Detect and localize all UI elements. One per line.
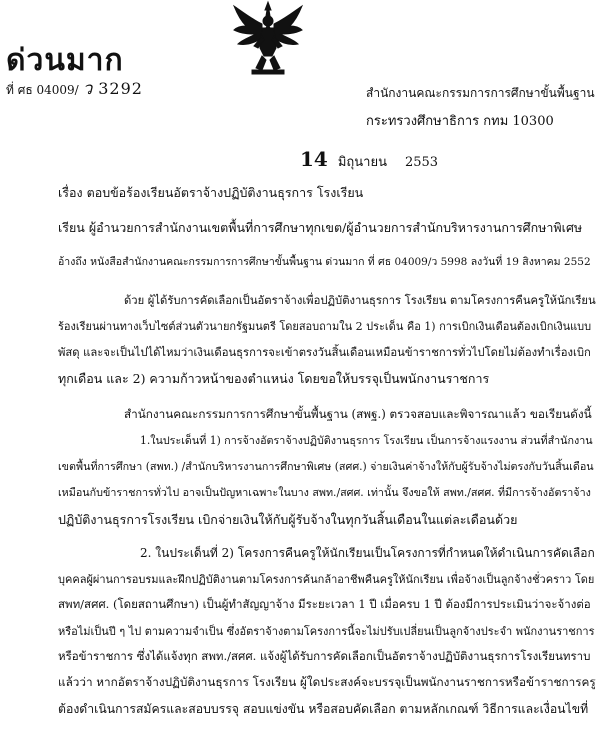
- date-month: มิถุนายน: [337, 155, 387, 170]
- issuing-office-address: กระทรวงศึกษาธิการ กทม 10300: [366, 114, 554, 129]
- document-number: [6, 75, 143, 102]
- body-line: ด้วย ผู้ได้รับการคัดเลือกเป็นอัตราจ้างเพื่อปฏิบัติงานธุรการ โรงเรียน ตามโครงการคืนครูให้นักเรียน: [124, 294, 596, 307]
- body-line: หรือไม่เป็นปี ๆ ไป ตามความจำเป็น ซึ่งอัตราจ้างตามโครงการนี้จะไม่ปรับเปลี่ยนเป็นลูกจ้างประจำ พนักงานราชการ: [58, 625, 595, 638]
- document-date: [300, 147, 438, 172]
- body-line: ปฏิบัติงานธุรการโรงเรียน เบิกจ่ายเงินให้กับผู้รับจ้างในทุกวันสิ้นเดือนในแต่ละเดือนด้วย: [58, 512, 518, 527]
- reference-line: อ้างถึง หนังสือสำนักงานคณะกรรมการการศึกษาขั้นพื้นฐาน ด่วนมาก ที่ ศธ 04009/ว 5998 ลงวันที่ 19 สิงหาคม 2552: [58, 256, 591, 268]
- body-line: สำนักงานคณะกรรมการการศึกษาขั้นพื้นฐาน (สพฐ.) ตรวจสอบและพิจารณาแล้ว ขอเรียนดังนี้: [124, 407, 592, 421]
- body-line: แล้วว่า หากอัตราจ้างปฏิบัติงานธุรการ โรงเรียน ผู้ใดประสงค์จะบรรจุเป็นพนักงานราชการหรือข้าราชการครู: [58, 675, 596, 689]
- body-line: บุคคลผู้ผ่านการอบรมและฝึกปฏิบัติงานตามโครงการค้นกล้าอาชีพคืนครูให้นักเรียน เพื่อจ้างเป็นลูกจ้างชั่วคราว โดย: [58, 573, 595, 586]
- body-line: หรือข้าราชการ ซึ่งได้แจ้งทุก สพท./สศศ. แจ้งผู้ได้รับการคัดเลือกเป็นอัตราจ้างปฏิบัติงานธุรการโรงเรียนทราบ: [58, 649, 591, 663]
- urgency-stamp: ด่วนมาก: [6, 43, 124, 78]
- body-line: สพท/สศศ. (โดยสถานศึกษา) เป็นผู้ทำสัญญาจ้าง มีระยะเวลา 1 ปี เมื่อครบ 1 ปี ต้องมีการประเมินว่าจะจ้างต่อ: [58, 597, 591, 611]
- date-day: 14: [300, 147, 328, 171]
- date-year: 2553: [404, 155, 439, 170]
- body-line: ทุกเดือน และ 2) ความก้าวหน้าของตำแหน่ง โดยขอให้บรรจุเป็นพนักงานราชการ: [58, 371, 490, 386]
- issuing-office: สำนักงานคณะกรรมการการศึกษาขั้นพื้นฐาน: [366, 86, 595, 100]
- body-line: เขตพื้นที่การศึกษา (สพท.) /สำนักบริหารงานการศึกษาพิเศษ (สศศ.) จ่ายเงินค่าจ้างให้กับผู้รับจ้างไม่ตรงกับวันสิ้นเดือน: [58, 460, 594, 473]
- body-line: เหมือนกับข้าราชการทั่วไป อาจเป็นปัญหาเฉพาะในบาง สพท./สศศ. เท่านั้น จึงขอให้ สพท./สศศ. ที่มีการจ้างอัตราจ้าง: [58, 486, 591, 499]
- body-line: ต้องดำเนินการสมัครและสอบบรรจุ สอบแข่งขัน หรือสอบคัดเลือก ตามหลักเกณฑ์ วิธีการและเงื่อนไขที่: [58, 702, 589, 716]
- document-number-prefix: ที่ ศธ 04009/: [6, 83, 79, 97]
- body-line: พัสดุ และจะเป็นไปได้ไหมว่าเงินเดือนธุรการจะเข้าตรงวันสิ้นเดือนเหมือนข้าราชการทั่วไปโดยไม่ต้องทำเรื่องเบิก: [58, 346, 591, 359]
- document-number-value: 3292: [98, 79, 143, 98]
- body-line: 1.ในประเด็นที่ 1) การจ้างอัตราจ้างปฏิบัติงานธุรการ โรงเรียน เป็นการจ้างแรงงาน ส่วนที่สำนักงาน: [140, 434, 593, 447]
- body-line: 2. ในประเด็นที่ 2) โครงการคืนครูให้นักเรียนเป็นโครงการที่กำหนดให้ดำเนินการคัดเลือก: [140, 546, 595, 560]
- garuda-emblem-icon: [232, 0, 304, 76]
- subject-line: เรื่อง ตอบข้อร้องเรียนอัตราจ้างปฏิบัติงานธุรการ โรงเรียน: [58, 185, 364, 200]
- document-number-handwritten: ว: [82, 79, 93, 99]
- recipient-line: เรียน ผู้อำนวยการสำนักงานเขตพื้นที่การศึกษาทุกเขต/ผู้อำนวยการสำนักบริหารงานการศึกษาพิเศษ: [58, 220, 583, 235]
- body-line: ร้องเรียนผ่านทางเว็บไซต์ส่วนตัวนายกรัฐมนตรี โดยสอบถามใน 2 ประเด็น คือ 1) การเบิกเงินเดือนต้องเบิกเงินแบบ: [58, 320, 592, 333]
